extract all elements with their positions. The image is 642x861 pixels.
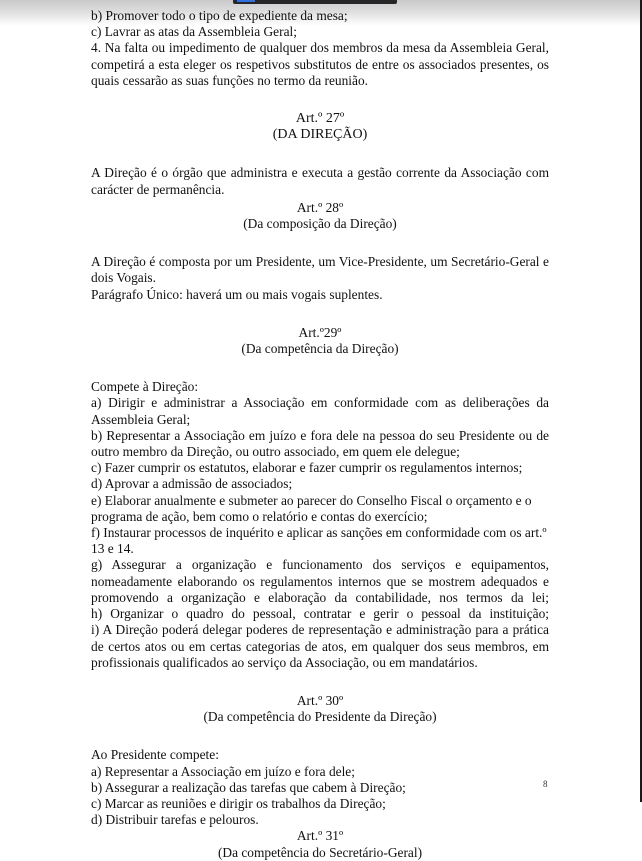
art27-body: A Direção é o órgão que administra e executa a gestão corrente da Associação com carácter de permanência. bbox=[91, 165, 549, 197]
intro-paragraph-4: 4. Na falta ou impedimento de qualquer dos membros da mesa da Assembleia Geral, competirá a esta eleger os respetivos substitutos de entre os associados presentes, os quais cessarão as suas funções no termo da reunião. bbox=[91, 40, 549, 88]
art30-item-d: d) Distribuir tarefas e pelouros. bbox=[91, 812, 259, 828]
intro-line-c: c) Lavrar as atas da Assembleia Geral; bbox=[91, 24, 297, 40]
art29-lead: Compete à Direção: bbox=[91, 379, 199, 395]
art29-item-d: d) Aprovar a admissão de associados; bbox=[91, 476, 293, 492]
art31-title: (Da competência do Secretário-Geral) bbox=[217, 844, 423, 860]
art29-item-h: h) Organizar o quadro do pessoal, contratar e gerir o pessoal da instituição; bbox=[91, 606, 549, 622]
viewer-toolbar[interactable] bbox=[233, 0, 397, 4]
art28-title: (Da composição da Direção) bbox=[243, 216, 397, 232]
art30-item-c: c) Marcar as reuniões e dirigir os trabalhos da Direção; bbox=[91, 795, 386, 811]
art30-item-a: a) Representar a Associação em juízo e fora dele; bbox=[91, 763, 355, 779]
toolbar-active-indicator bbox=[237, 0, 255, 2]
art30-title: (Da competência do Presidente da Direção) bbox=[203, 709, 437, 725]
art29-item-e: e) Elaborar anualmente e submeter ao parecer do Conselho Fiscal o orçamento e o programa de ação, bem como o relatório e contas do exercício; bbox=[91, 492, 532, 524]
art29-item-a: a) Dirigir e administrar a Associação em conformidade com as deliberações da Assembleia Geral; bbox=[91, 395, 549, 427]
document-page bbox=[91, 8, 549, 861]
art27-title: (DA DIREÇÃO) bbox=[272, 127, 368, 143]
page-number: 8 bbox=[543, 779, 548, 789]
art30-number: Art.º 30º bbox=[296, 692, 344, 708]
art30-item-b: b) Assegurar a realização das tarefas que cabem à Direção; bbox=[91, 779, 406, 795]
art30-lead: Ao Presidente compete: bbox=[91, 747, 219, 763]
art29-title: (Da competência da Direção) bbox=[241, 341, 399, 357]
art27-number: Art.º 27º bbox=[295, 111, 345, 127]
art29-item-c: c) Fazer cumprir os estatutos, elaborar e fazer cumprir os regulamentos internos; bbox=[91, 460, 523, 476]
art29-item-b: b) Representar a Associação em juízo e fora dele na pessoa do seu Presidente ou de outro membro da Direção, ou outro associado, em quem ele delegue; bbox=[91, 427, 549, 460]
intro-line-b: b) Promover todo o tipo de expediente da mesa; bbox=[91, 8, 348, 23]
art29-number: Art.º29º bbox=[298, 324, 342, 340]
art28-body: A Direção é composta por um Presidente, um Vice-Presidente, um Secretário-Geral e dois Vogais. bbox=[91, 254, 549, 286]
art28-number: Art.º 28º bbox=[296, 199, 344, 215]
art29-item-i: i) A Direção poderá delegar poderes de representação e administração para a prática de certos atos ou em certas categorias de atos, em qualquer dos seus membros, em profissionais qualificados ao serviço da Associação, ou em mandatários. bbox=[91, 622, 549, 670]
art29-item-f: f) Instaurar processos de inquérito e aplicar as sanções em conformidade com os art.º 13 e 14. bbox=[91, 525, 547, 557]
art28-paragraph: Parágrafo Único: haverá um ou mais vogais suplentes. bbox=[91, 286, 383, 302]
art29-item-g: g) Assegurar a organização e funcionamento dos serviços e equipamentos, nomeadamente elaborando os regulamentos internos que se mostrem adequados e promovendo a organização e elaboração da contabilidade, nos termos da lei; bbox=[91, 557, 549, 605]
art31-number: Art.º 31º bbox=[296, 828, 344, 844]
